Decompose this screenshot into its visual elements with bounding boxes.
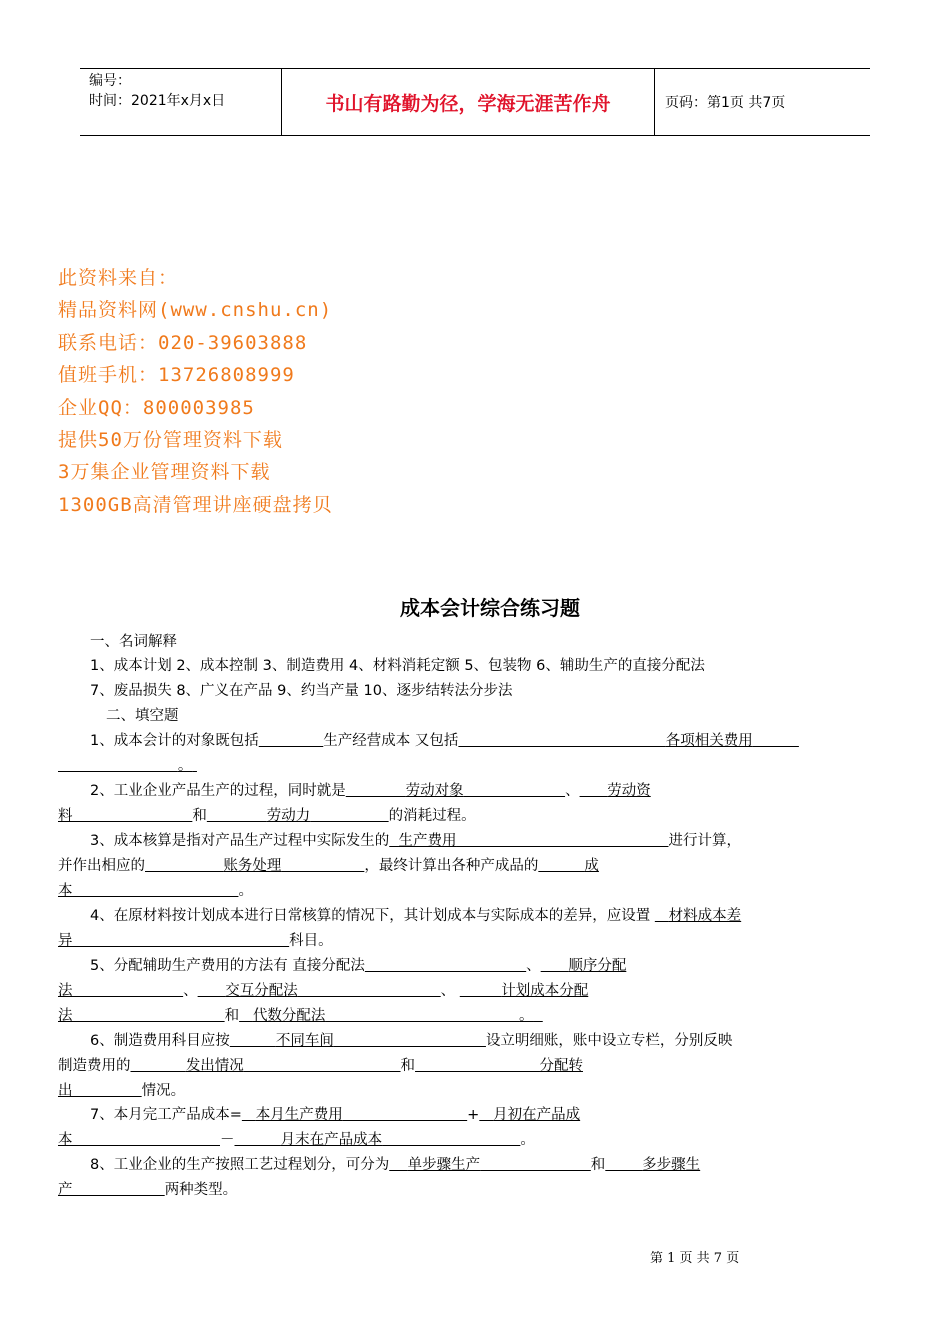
answer: 月末在产品成本	[280, 1132, 383, 1148]
term-list-row: 1、成本计划 2、成本控制 3、制造费用 4、材料消耗定额 5、包装物 6、辅助生产的直接分配法	[90, 658, 705, 674]
answer: 劳动对象	[405, 783, 464, 799]
question-line: 5、分配辅助生产费用的方法有 直接分配法 、 顺序分配	[90, 958, 627, 974]
answer: 月初在产品成	[493, 1107, 581, 1123]
question-line: 法 、 交互分配法 、 计划成本分配	[58, 983, 589, 999]
section-heading: 一、名词解释	[90, 634, 177, 650]
question-line: 产 两种类型。	[58, 1182, 238, 1198]
info-line: 精品资料网(www.cnshu.cn)	[58, 299, 333, 322]
answer: 发出情况	[185, 1058, 244, 1074]
answer: 顺序分配	[568, 958, 627, 974]
answer: 代数分配法	[252, 1008, 326, 1024]
question-line: 8、工业企业的生产按照工艺过程划分，可分为 单步骤生产 和 多步骤生	[90, 1157, 701, 1173]
answer-blank	[458, 733, 665, 749]
info-line: 联系电话：020-39603888	[58, 331, 308, 354]
question-line: 料 和 劳动力 的消耗过程。	[58, 808, 476, 824]
info-line: 1300GB高清管理讲座硬盘拷贝	[58, 493, 333, 516]
info-line: 此资料来自：	[58, 267, 179, 289]
question-line: 异 科目。	[58, 933, 333, 949]
q-text: 2、工业企业产品生产的过程，同时就是	[90, 783, 346, 799]
question-line	[90, 732, 799, 750]
answer: 劳动资	[607, 783, 651, 799]
answer: 本月生产费用	[255, 1107, 343, 1123]
page-footer: 第 1 页 共 7 页	[650, 1251, 740, 1266]
info-line: 提供50万份管理资料下载	[58, 429, 283, 452]
page-header	[80, 68, 870, 136]
answer: 交互分配法	[225, 983, 298, 999]
info-line: 值班手机：13726808999	[58, 364, 295, 387]
info-line: 3万集企业管理资料下载	[58, 461, 271, 484]
answer: 生产费用	[398, 833, 457, 849]
q-text: 1、成本会计的对象既包括	[90, 733, 259, 749]
question-line: 7、本月完工产品成本= 本月生产费用 + 月初在产品成	[90, 1107, 581, 1123]
section-heading: 二、填空题	[106, 708, 179, 724]
answer: 账务处理	[223, 858, 282, 874]
question-line	[58, 757, 197, 775]
question-line: 本 － 月末在产品成本 。	[58, 1132, 535, 1148]
term-list-row: 7、废品损失 8、广义在产品 9、约当产量 10、逐步结转法分步法	[90, 683, 513, 699]
q-text: 又包括	[414, 733, 459, 749]
question-line: 本 。	[58, 883, 253, 899]
info-line: 企业QQ：800003985	[58, 396, 255, 419]
header-page-info: 页码：第1页 共7页	[665, 95, 786, 111]
question-line: 4、在原材料按计划成本进行日常核算的情况下，其计划成本与实际成本的差异，应设置 材料成本差	[90, 908, 742, 924]
answer: 计划成本分配	[501, 983, 589, 999]
answer: 不同车间	[275, 1033, 334, 1049]
document-title: 成本会计综合练习题	[400, 596, 580, 620]
answer: 材料成本差	[668, 908, 742, 924]
header-meta	[80, 69, 282, 135]
source-info	[58, 262, 333, 521]
answer: 劳动力	[266, 808, 311, 824]
time-label: 时间：2021年x月x日	[89, 93, 226, 109]
header-motto: 书山有路勤为径，学海无涯苦作舟	[282, 69, 655, 135]
answer: 成	[584, 858, 599, 874]
question-line: 制造费用的 发出情况 和 分配转	[58, 1058, 583, 1074]
answer-blank	[259, 733, 324, 749]
answer-end: 。	[177, 758, 193, 774]
question-line: 并作出相应的 账务处理 ，最终计算出各种产成品的 成	[58, 858, 599, 874]
answer: 单步骤生产	[407, 1157, 481, 1173]
answer: 多步骤生	[642, 1157, 701, 1173]
question-line: 3、成本核算是指对产品生产过程中实际发生的 生产费用 进行计算，	[90, 833, 741, 849]
question-line: 2、工业企业产品生产的过程，同时就是 劳动对象 、 劳动资	[90, 783, 651, 799]
answer: 生产经营成本	[323, 733, 411, 749]
number-label: 编号：	[89, 73, 131, 89]
answer: 分配转	[539, 1058, 583, 1074]
question-line: 6、制造费用科目应按 不同车间 设立明细账，账中设立专栏，分别反映	[90, 1033, 733, 1049]
question-line: 法 和 代数分配法 。	[58, 1008, 534, 1024]
question-line: 出 情况。	[58, 1083, 186, 1099]
answer: 各项相关费用	[665, 733, 753, 749]
